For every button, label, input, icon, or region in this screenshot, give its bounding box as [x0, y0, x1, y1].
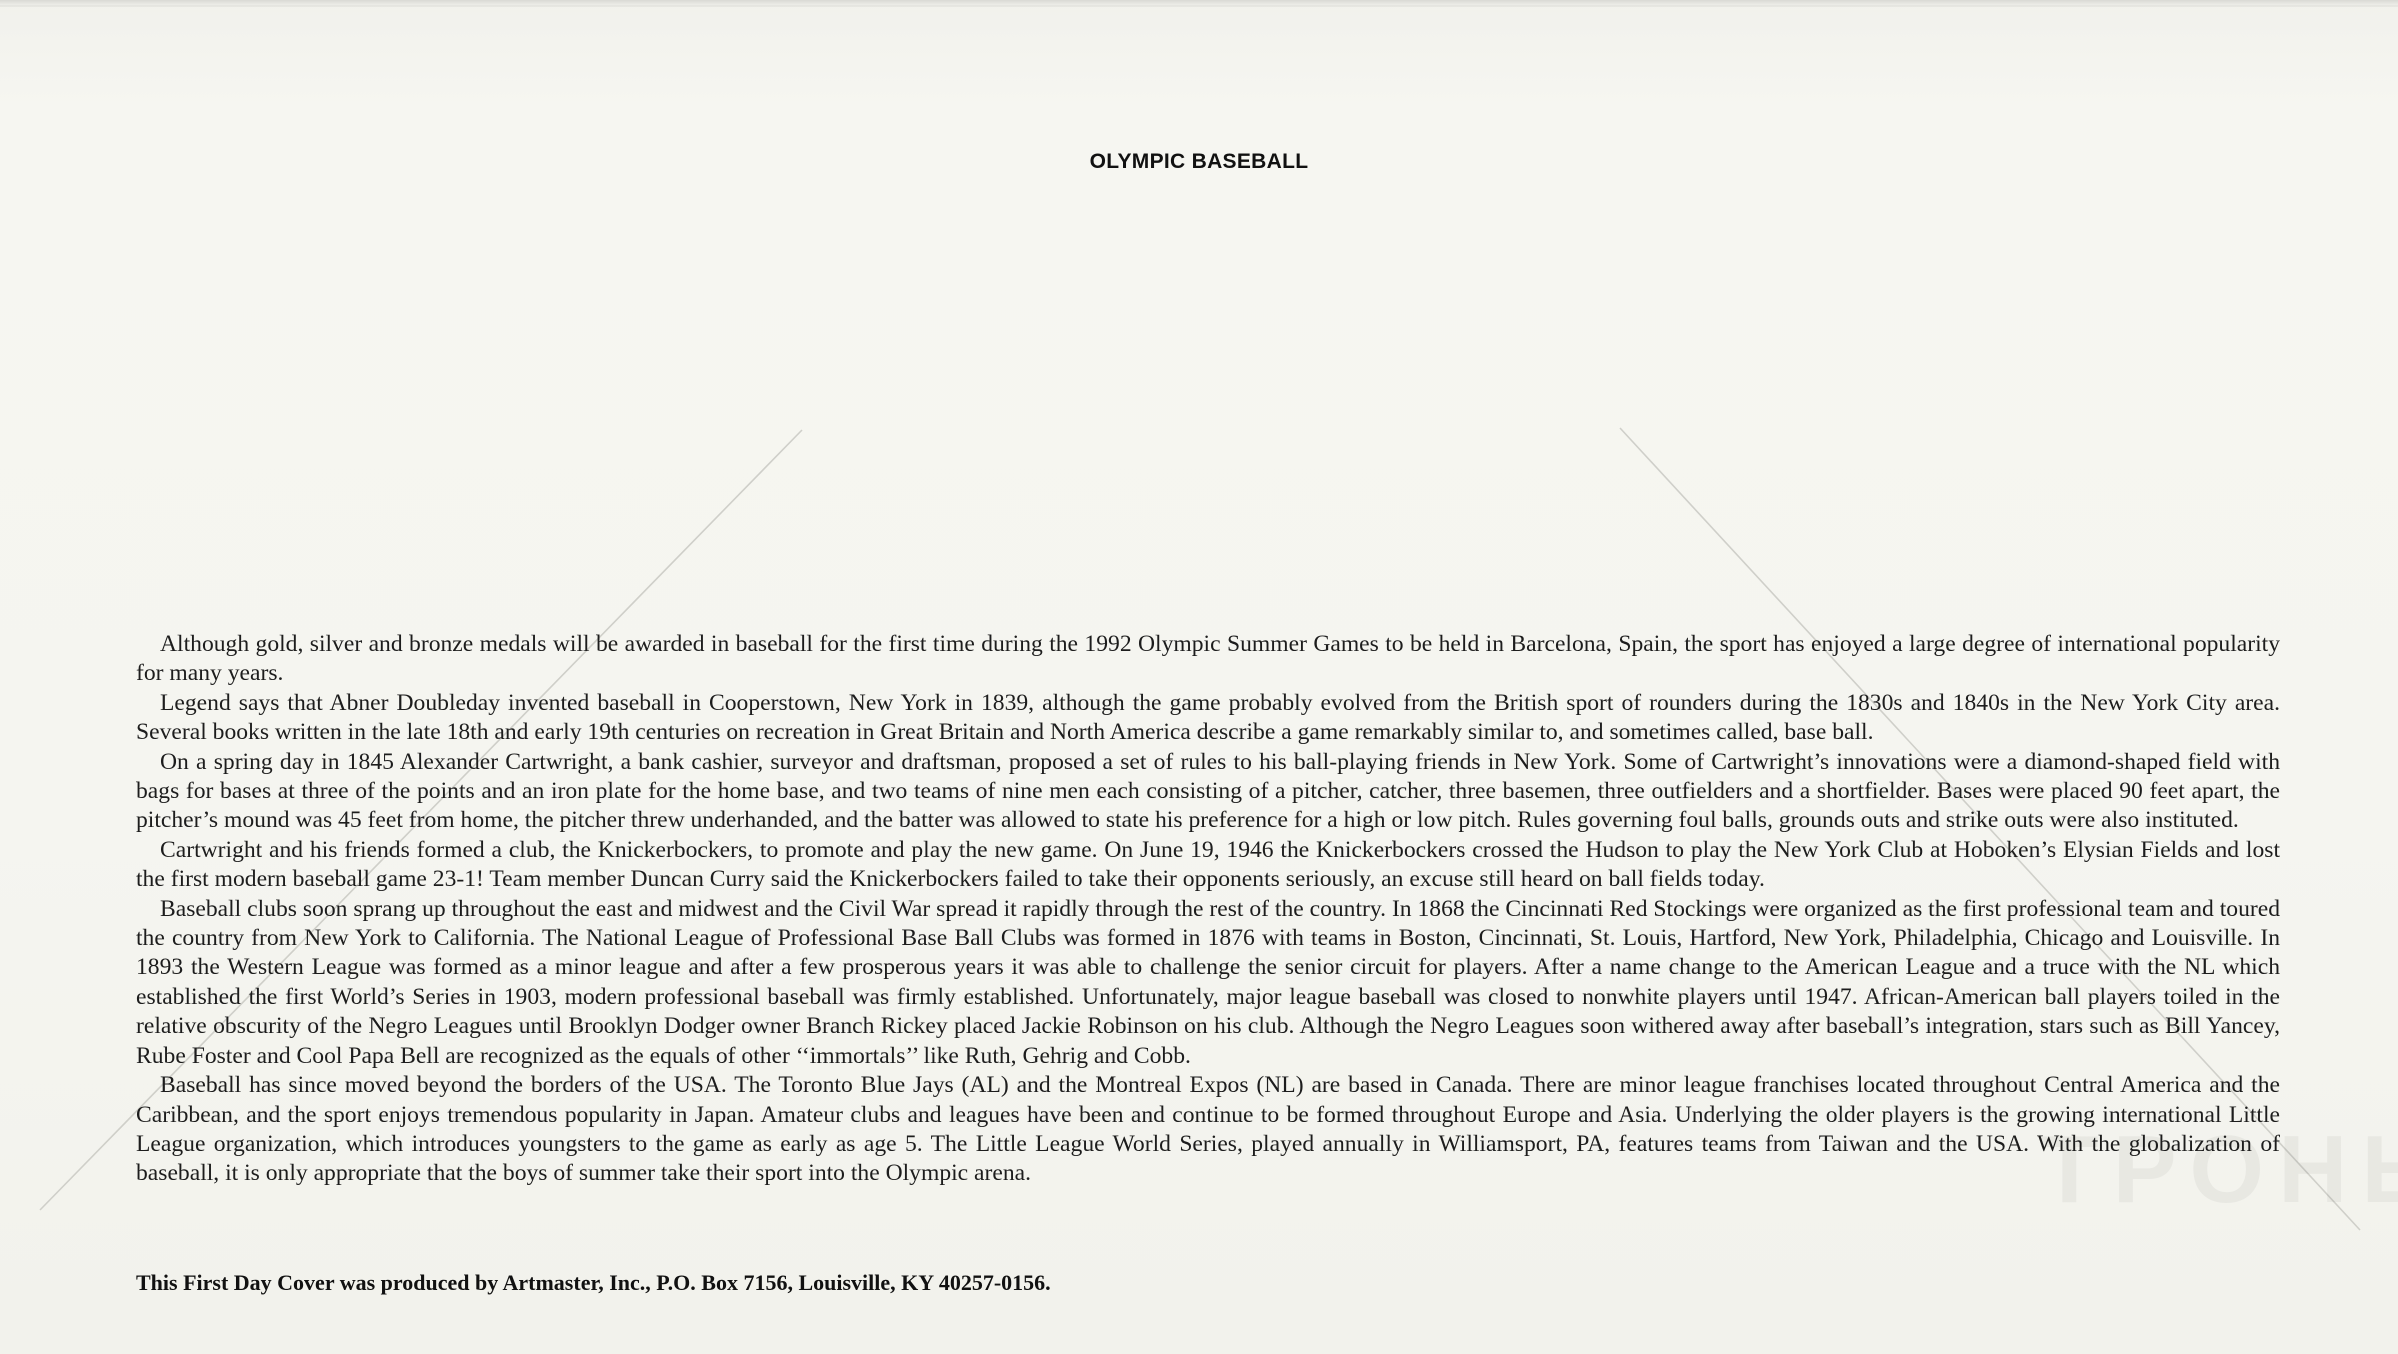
producer-credit: This First Day Cover was produced by Artmaster, Inc., P.O. Box 7156, Louisville, KY 40257-0156. — [136, 1270, 1051, 1295]
paragraph-intro: Although gold, silver and bronze medals will be awarded in baseball for the first time during the 1992 Olympic Summer Games to be held in Barcelona, Spain, the sport has enjoyed a large degree of international popularity for many years. — [136, 631, 2280, 687]
paragraph-globalization: Baseball has since moved beyond the borders of the USA. The Toronto Blue Jays (AL) and the Montreal Expos (NL) are based in Canada. There are minor league franchises located throughout Central America and the Caribbean, and the sport enjoys tremendous popularity in Japan. Amateur clubs and leagues have been and continue to be formed throughout Europe and Asia. Underlying the older players is the growing international Little League organization, which introduces youngsters to the game as early as age 5. The Little League World Series, played annually in Williamsport, PA, features teams from Taiwan and the USA. With the globalization of baseball, it is only appropriate that the boys of summer take their sport into the Olympic arena. — [136, 1072, 2280, 1187]
paragraph-cartwright-rules: On a spring day in 1845 Alexander Cartwright, a bank cashier, surveyor and draftsman, proposed a set of rules to his ball-playing friends in New York. Some of Cartwright’s innovations were a diamond-shaped field with bags for bases at three of the points and an iron plate for the home base, and two teams of nine men each consisting of a pitcher, catcher, three basemen, three outfielders and a shortfielder. Bases were placed 90 feet apart, the pitcher’s mound was 45 feet from home, the pitcher threw underhanded, and the batter was allowed to state his preference for a high or low pitch. Rules governing foul balls, grounds outs and strike outs were also instituted. — [136, 748, 2280, 834]
article-body — [136, 630, 2280, 1189]
paragraph-leagues-history: Baseball clubs soon sprang up throughout the east and midwest and the Civil War spread it rapidly through the rest of the country. In 1868 the Cincinnati Red Stockings were organized as the first professional team and toured the country from New York to California. The National League of Professional Base Ball Clubs was formed in 1876 with teams in Boston, Cincinnati, St. Louis, Hartford, New York, Philadelphia, Chicago and Louisville. In 1893 the Western League was formed as a minor league and after a few prosperous years it was able to challenge the senior circuit for players. After a name change to the American League and a truce with the NL which established the first World’s Series in 1903, modern professional baseball was firmly established. Unfortunately, major league baseball was closed to nonwhite players until 1947. African-American ball players toiled in the relative obscurity of the Negro Leagues until Brooklyn Dodger owner Branch Rickey placed Jackie Robinson on his club. Although the Negro Leagues soon withered away after baseball’s integration, stars such as Bill Yancey, Rube Foster and Cool Papa Bell are recognized as the equals of other ‘‘immortals’’ like Ruth, Gehrig and Cobb. — [136, 895, 2280, 1069]
document-title: OLYMPIC BASEBALL — [1089, 150, 1309, 173]
paragraph-knickerbockers: Cartwright and his friends formed a club, the Knickerbockers, to promote and play the new game. On June 19, 1946 the Knickerbockers crossed the Hudson to play the New York Club at Hoboken’s Elysian Fields and lost the first modern baseball game 23-1! Team member Duncan Curry said the Knickerbockers failed to take their opponents seriously, an excuse still heard on ball fields today. — [136, 836, 2280, 893]
paragraph-legend: Legend says that Abner Doubleday invented baseball in Cooperstown, New York in 1839, although the game probably evolved from the British sport of rounders during the 1830s and 1840s in the New York City area. Several books written in the late 18th and early 19th centuries on recreation in Great Britain and North America describe a game remarkably similar to, and sometimes called, base ball. — [136, 689, 2280, 746]
